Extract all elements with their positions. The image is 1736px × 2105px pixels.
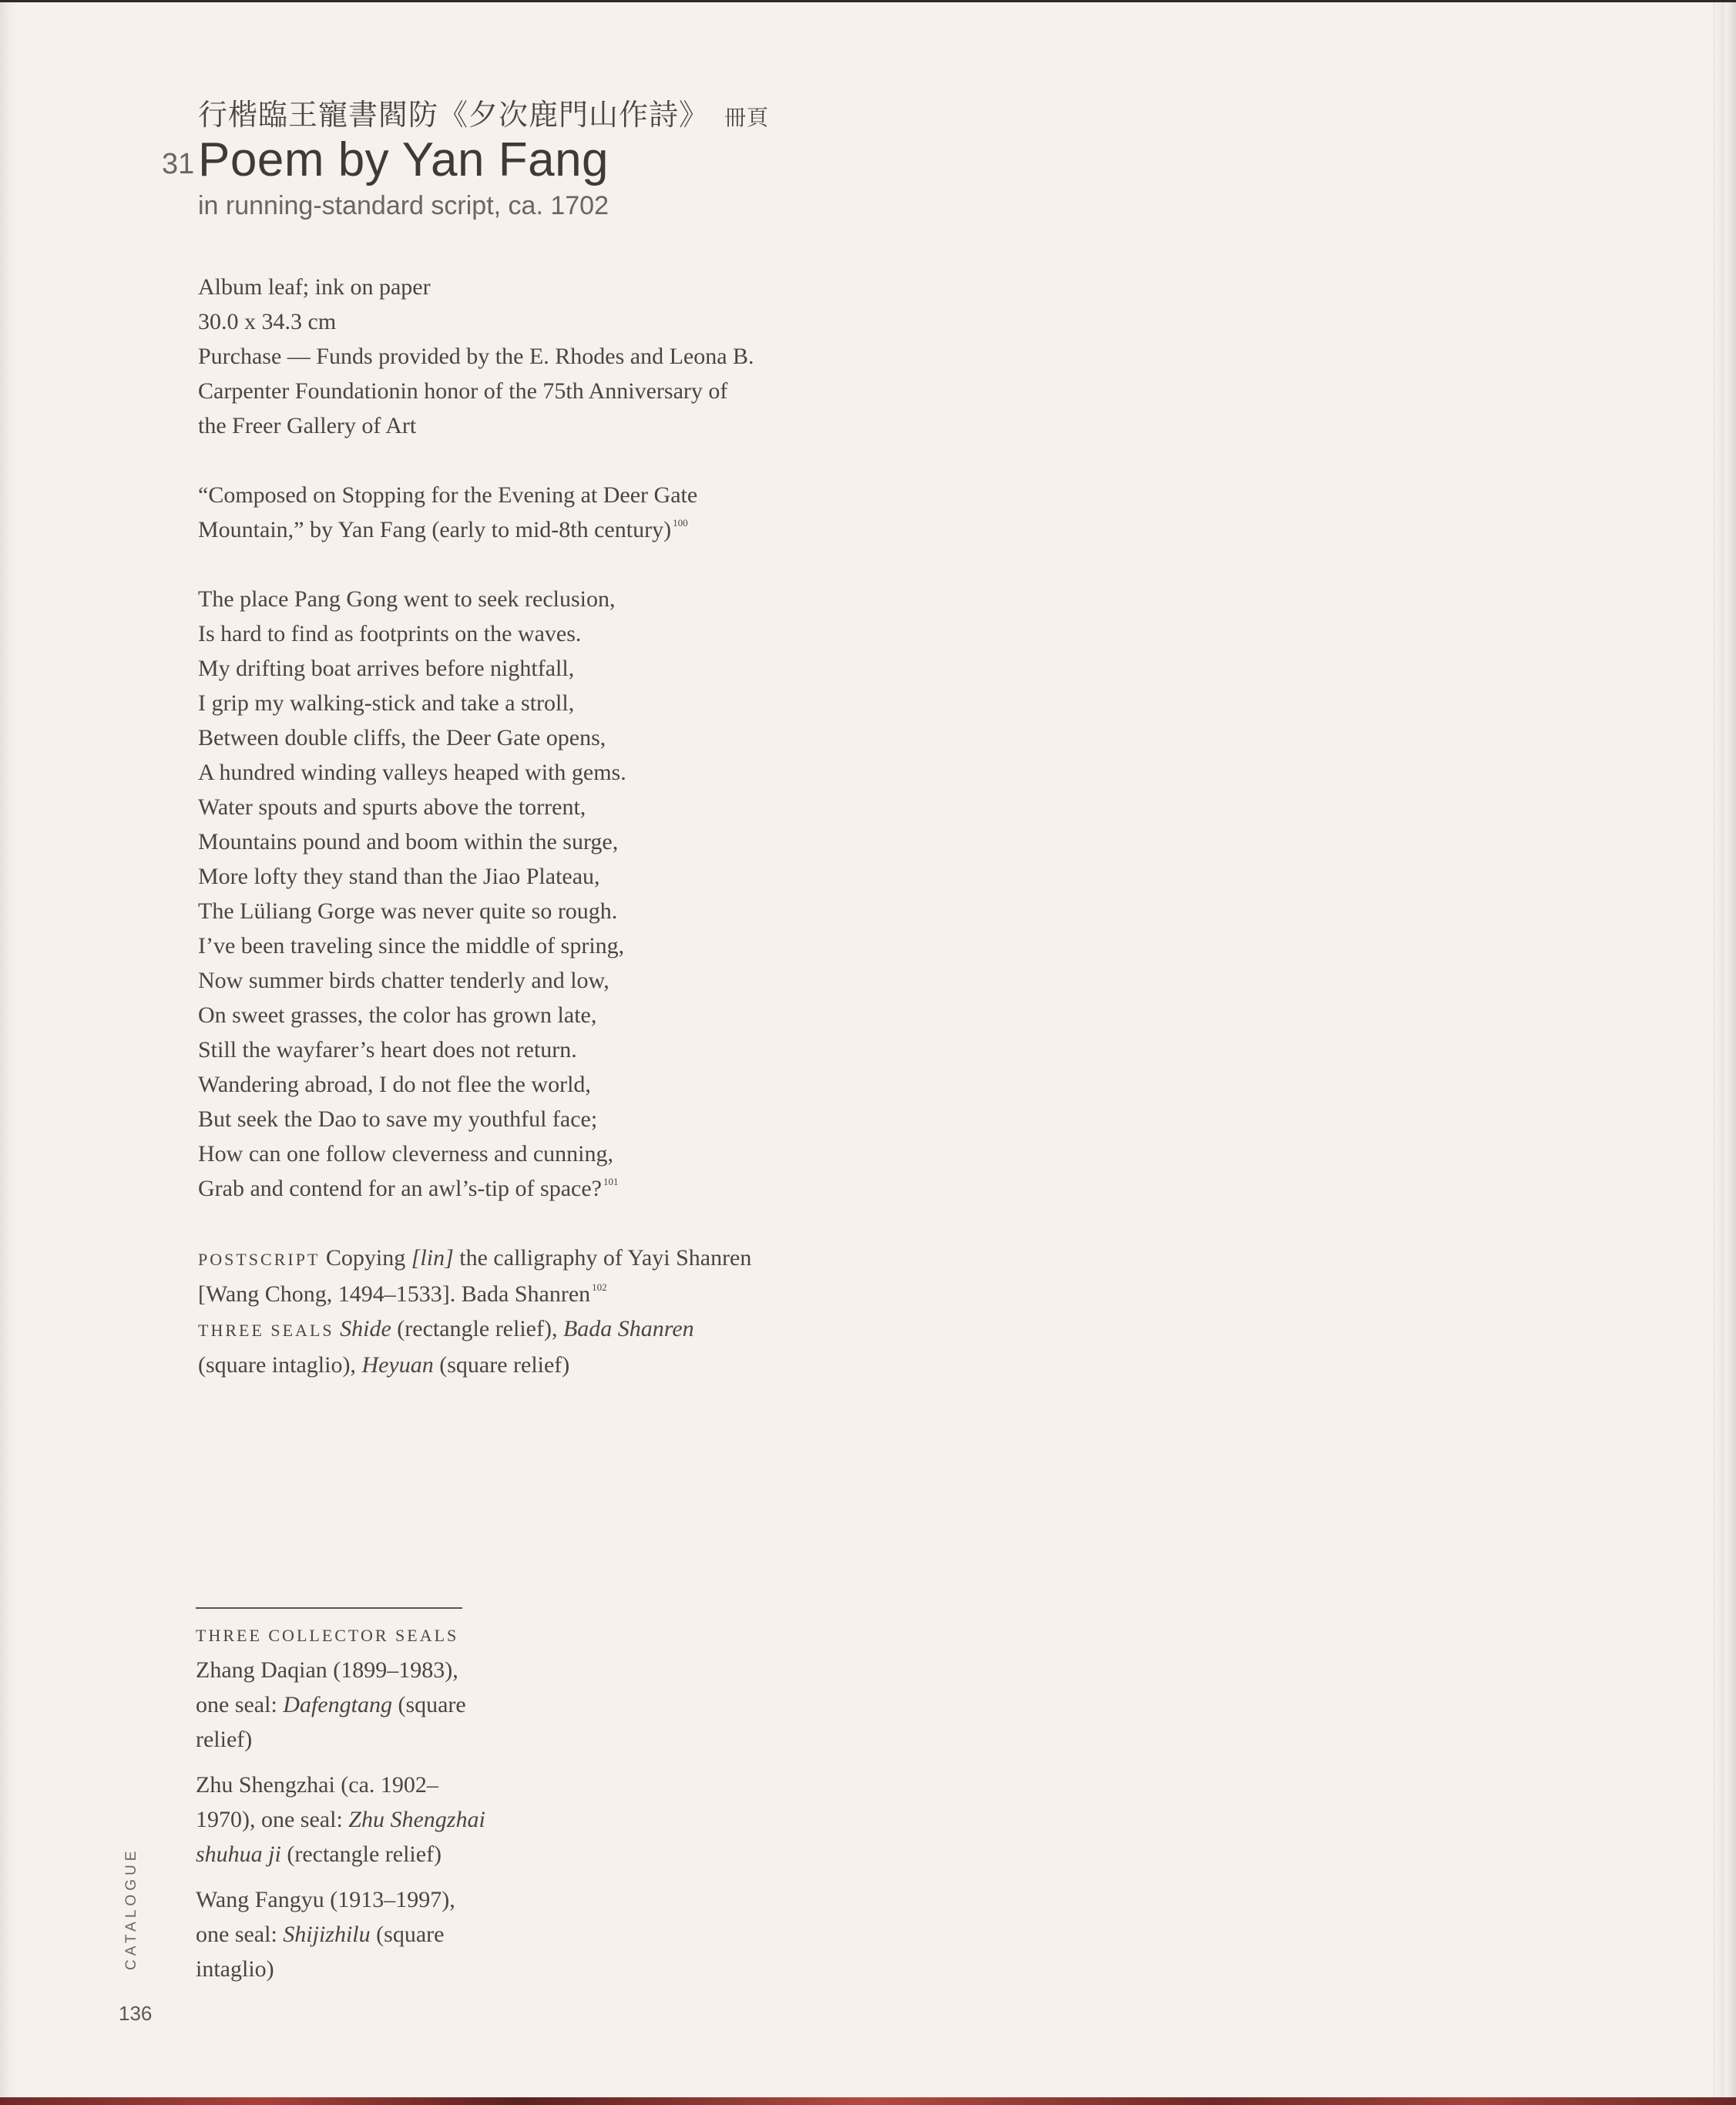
poem-line: I’ve been traveling since the middle of spring, (198, 933, 625, 958)
seal-desc: (square intaglio), (198, 1352, 356, 1378)
poem-intro-line-2 (198, 512, 892, 547)
medium: Album leaf; ink on paper (198, 274, 431, 300)
poem-line-last (198, 1171, 892, 1206)
poem (198, 582, 892, 1206)
collector-seals (196, 1618, 535, 1986)
collector-divider (196, 1607, 462, 1609)
collector-text: one seal: (196, 1922, 277, 1947)
poem-intro-text: Mountain,” by Yan Fang (early to mid-8th century) (198, 517, 672, 542)
seal-name: Shide (340, 1316, 391, 1341)
poem-line: More lofty they stand than the Jiao Plateau, (198, 864, 600, 889)
bottom-page-strip (0, 2097, 1736, 2105)
postscript-text: [Wang Chong, 1494–1533]. Bada Shanren (198, 1281, 591, 1307)
seal-desc: (rectangle relief), (397, 1316, 558, 1341)
collector-line (196, 1917, 535, 1952)
credit-line-3: the Freer Gallery of Art (198, 413, 417, 438)
footnote-marker: 101 (603, 1176, 619, 1187)
chinese-title-text: 行楷臨王寵書閻防《夕次鹿門山作詩》 (198, 98, 710, 132)
seals-label: THREE SEALS (198, 1321, 334, 1340)
poem-line: On sweet grasses, the color has grown late, (198, 1002, 597, 1028)
collector-text: one seal: (196, 1692, 277, 1717)
seals-line-2 (198, 1348, 892, 1382)
collector-text: (square (376, 1922, 445, 1947)
poem-line: The Lüliang Gorge was never quite so rough. (198, 898, 618, 924)
footnote-marker: 102 (592, 1281, 607, 1293)
poem-line: Grab and contend for an awl’s-tip of space? (198, 1176, 602, 1201)
chinese-format-label: 冊頁 (724, 105, 770, 130)
seals-line-1 (198, 1311, 892, 1348)
chinese-title (198, 91, 769, 133)
poem-intro-line-1: “Composed on Stopping for the Evening at Deer Gate (198, 482, 698, 508)
dimensions: 30.0 x 34.3 cm (198, 309, 337, 334)
postscript-line-1 (198, 1241, 892, 1277)
poem-line: Mountains pound and boom within the surge, (198, 829, 619, 854)
poem-line: Is hard to find as footprints on the waves. (198, 621, 582, 646)
collector-text: (rectangle relief) (287, 1841, 442, 1867)
poem-line: My drifting boat arrives before nightfall, (198, 656, 575, 681)
collector-seal-name: Dafengtang (283, 1692, 392, 1717)
page-number: 136 (119, 2002, 153, 2025)
poem-line: Between double cliffs, the Deer Gate opens, (198, 725, 606, 750)
collector-line (196, 1687, 535, 1722)
poem-line: Now summer birds chatter tenderly and low, (198, 968, 609, 993)
collector-line: relief) (196, 1727, 253, 1752)
postscript-text: the calligraphy of Yayi Shanren (459, 1245, 752, 1271)
catalogue-number: 31 (162, 148, 195, 180)
page-title: Poem by Yan Fang (198, 133, 609, 186)
collector-text: (square (398, 1692, 466, 1717)
footnote-marker: 100 (673, 517, 688, 529)
poem-line: Still the wayfarer’s heart does not return. (198, 1037, 577, 1063)
collector-line: intaglio) (196, 1956, 274, 1982)
top-border (0, 0, 1736, 2)
collector-line (196, 1837, 535, 1872)
postscript-text: Copying (325, 1245, 406, 1271)
seal-desc: (square relief) (439, 1352, 570, 1378)
collector-line: Wang Fangyu (1913–1997), (196, 1887, 455, 1912)
poem-line: How can one follow cleverness and cunning, (198, 1141, 614, 1167)
poem-line: But seek the Dao to save my youthful face; (198, 1106, 598, 1132)
collector-line: Zhu Shengzhai (ca. 1902– (196, 1772, 438, 1798)
poem-line: Wandering abroad, I do not flee the world, (198, 1072, 591, 1097)
collector-seal-name: Shijizhilu (283, 1922, 371, 1947)
seal-name: Heyuan (361, 1352, 434, 1378)
poem-line: A hundred winding valleys heaped with gems. (198, 760, 626, 785)
collector-line: Zhang Daqian (1899–1983), (196, 1657, 458, 1683)
collector-line (196, 1802, 535, 1837)
page-gutter-shadow (0, 0, 17, 2105)
collector-seals-heading: THREE COLLECTOR SEALS (196, 1626, 459, 1645)
section-label: CATALOGUE (123, 1847, 139, 1970)
poem-line: The place Pang Gong went to seek reclusion, (198, 586, 616, 612)
collector-text: 1970), one seal: (196, 1807, 343, 1832)
credit-line-2: Carpenter Foundationin honor of the 75th Anniversary of (198, 378, 728, 404)
entry-body (198, 270, 892, 1382)
poem-line: I grip my walking-stick and take a stroll, (198, 690, 575, 716)
poem-line: Water spouts and spurts above the torrent, (198, 794, 586, 820)
subtitle: in running-standard script, ca. 1702 (198, 191, 609, 220)
collector-seal-name: shuhua ji (196, 1841, 281, 1867)
postscript-term: [lin] (411, 1245, 454, 1271)
collector-seal-name: Zhu Shengzhai (348, 1807, 485, 1832)
page-edge (1714, 0, 1736, 2105)
postscript-label: POSTSCRIPT (198, 1250, 321, 1269)
postscript-line-2 (198, 1277, 892, 1311)
credit-line-1: Purchase — Funds provided by the E. Rhodes and Leona B. (198, 344, 754, 369)
seal-name: Bada Shanren (562, 1316, 694, 1341)
